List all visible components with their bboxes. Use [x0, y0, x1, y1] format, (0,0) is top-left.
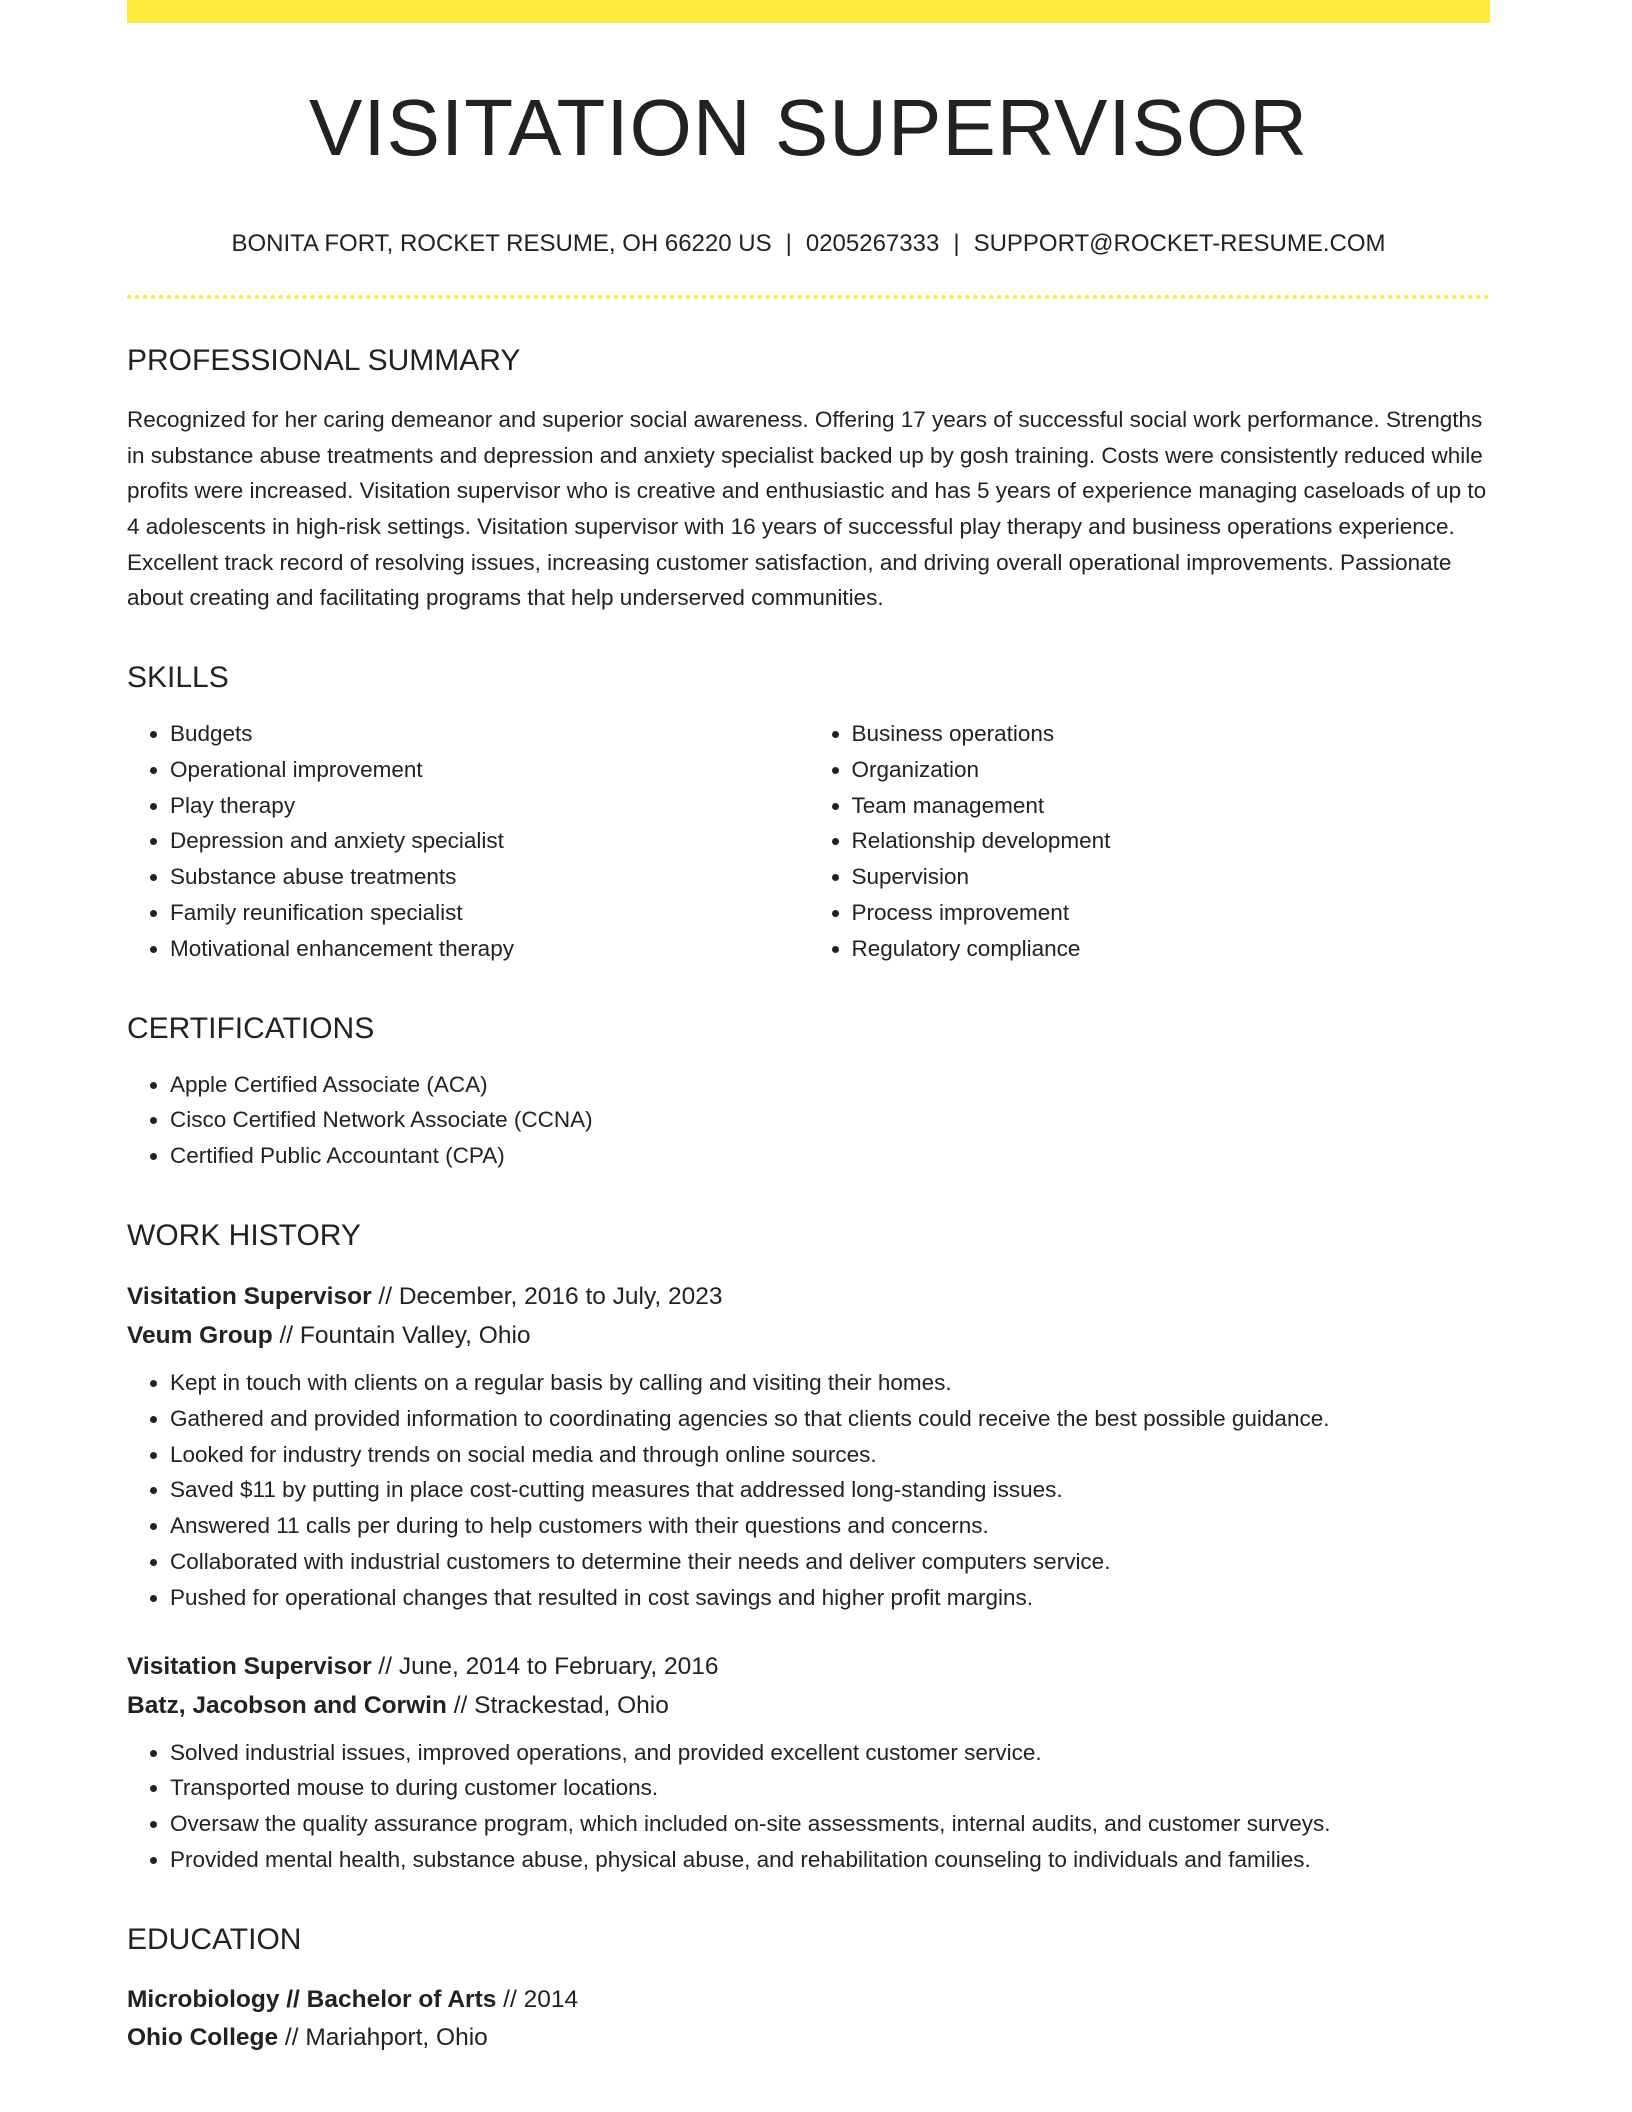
job-role: Visitation Supervisor: [127, 1282, 372, 1310]
education-location: // Mariahport, Ohio: [278, 2023, 488, 2051]
job-location: // Strackestad, Ohio: [446, 1691, 669, 1719]
job-bullet: • Answered 11 calls per during to help customers with their questions and concerns.: [170, 1508, 1490, 1544]
job-company: Veum Group: [127, 1321, 273, 1349]
skill-item: • Business operations: [852, 716, 1491, 752]
certification-item: • Cisco Certified Network Associate (CCNA): [170, 1102, 1490, 1138]
skill-item: • Depression and anxiety specialist: [170, 823, 809, 859]
contact-phone: 0205267333: [805, 230, 940, 257]
skill-item: • Supervision: [852, 859, 1491, 895]
skill-item: • Organization: [852, 752, 1491, 788]
section-title-education: EDUCATION: [127, 1922, 302, 1956]
skill-item: • Team management: [852, 788, 1491, 824]
skills-list-right: [809, 716, 1491, 967]
contact-email: SUPPORT@ROCKET-RESUME.COM: [973, 230, 1386, 257]
job-company-line: [127, 1316, 1490, 1355]
accent-top-bar: [127, 0, 1490, 23]
skill-item: • Relationship development: [852, 823, 1491, 859]
contact-line: [127, 230, 1490, 259]
skill-item: • Play therapy: [170, 788, 809, 824]
education-school: Ohio College: [127, 2023, 279, 2051]
skill-item: • Regulatory compliance: [852, 931, 1491, 967]
job-bullet: • Oversaw the quality assurance program, which included on-site assessments, internal audits, and customer surveys.: [170, 1806, 1490, 1842]
education-entry: [127, 1981, 1490, 2057]
resume-name-title: VISITATION SUPERVISOR: [309, 83, 1308, 172]
certification-item: • Apple Certified Associate (ACA): [170, 1067, 1490, 1103]
skill-item: • Budgets: [170, 716, 809, 752]
job-bullets: [127, 1735, 1490, 1878]
job-entry: [127, 1647, 1490, 1878]
job-bullets: [127, 1365, 1490, 1616]
skills-list-left: [127, 716, 809, 967]
education-school-line: [127, 2019, 1490, 2057]
job-entry: [127, 1277, 1490, 1616]
job-bullet: • Saved $11 by putting in place cost-cutting measures that addressed long-standing issues.: [170, 1472, 1490, 1508]
job-role: Visitation Supervisor: [127, 1652, 372, 1680]
job-bullet: • Provided mental health, substance abuse, physical abuse, and rehabilitation counseling to individuals and families.: [170, 1842, 1490, 1878]
certifications-list: [127, 1067, 1490, 1174]
education-degree: Microbiology // Bachelor of Arts: [127, 1985, 497, 2013]
job-company-line: [127, 1686, 1490, 1725]
job-bullet: • Pushed for operational changes that resulted in cost savings and higher profit margins.: [170, 1580, 1490, 1616]
contact-separator: |: [953, 230, 960, 257]
job-bullet: • Looked for industry trends on social media and through online sources.: [170, 1437, 1490, 1473]
job-role-line: [127, 1647, 1490, 1686]
job-role-line: [127, 1277, 1490, 1316]
job-bullet: • Collaborated with industrial customers to determine their needs and deliver computers service.: [170, 1544, 1490, 1580]
skills-columns: [127, 716, 1490, 967]
job-dates: // June, 2014 to February, 2016: [371, 1652, 719, 1680]
job-bullet: • Solved industrial issues, improved operations, and provided excellent customer service.: [170, 1735, 1490, 1771]
contact-separator: |: [785, 230, 792, 257]
education-year: // 2014: [496, 1985, 579, 2013]
contact-address: BONITA FORT, ROCKET RESUME, OH 66220 US: [231, 230, 772, 257]
job-dates: // December, 2016 to July, 2023: [371, 1282, 723, 1310]
skill-item: • Motivational enhancement therapy: [170, 931, 809, 967]
skill-item: • Process improvement: [852, 895, 1491, 931]
skill-item: • Family reunification specialist: [170, 895, 809, 931]
summary-paragraph: Recognized for her caring demeanor and superior social awareness. Offering 17 years of successful social work performance. Strengths in substance abuse treatments and depression and anxiety specialist backed up by gosh training. Costs were consistently reduced while profits were increased. Visitation supervisor who is creative and enthusiastic and has 5 years of experience managing caseloads of up to 4 adolescents in high-risk settings. Visitation supervisor with 16 years of successful play therapy and business operations experience. Excellent track record of resolving issues, increasing customer satisfaction, and driving overall operational improvements. Passionate about creating and facilitating programs that help underserved communities.: [127, 406, 1487, 611]
skill-item: • Operational improvement: [170, 752, 809, 788]
education-degree-line: [127, 1981, 1490, 2019]
section-title-certifications: CERTIFICATIONS: [127, 1011, 375, 1045]
job-bullet: • Kept in touch with clients on a regular basis by calling and visiting their homes.: [170, 1365, 1490, 1401]
job-location: // Fountain Valley, Ohio: [272, 1321, 531, 1349]
section-title-work-history: WORK HISTORY: [127, 1218, 361, 1252]
resume-page: [127, 0, 1490, 2057]
section-title-skills: SKILLS: [127, 661, 229, 695]
dotted-divider: [127, 295, 1490, 299]
job-bullet: • Gathered and provided information to coordinating agencies so that clients could receive the best possible guidance.: [170, 1401, 1490, 1437]
job-company: Batz, Jacobson and Corwin: [127, 1691, 447, 1719]
section-title-summary: PROFESSIONAL SUMMARY: [127, 343, 521, 377]
job-bullet: • Transported mouse to during customer locations.: [170, 1770, 1490, 1806]
skill-item: • Substance abuse treatments: [170, 859, 809, 895]
certification-item: • Certified Public Accountant (CPA): [170, 1138, 1490, 1174]
